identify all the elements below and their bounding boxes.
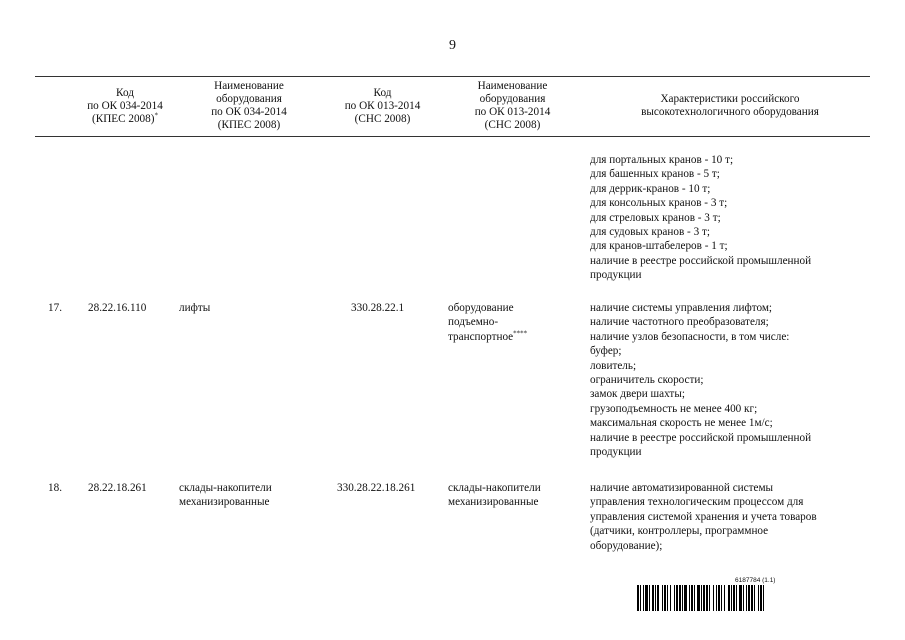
table-top-rule (35, 76, 870, 77)
row-17-number: 17. (48, 302, 62, 314)
row-17-sns-code: 330.28.22.1 (351, 302, 405, 314)
row-18-sns-name: склады-накопители механизированные (448, 482, 541, 509)
row-18-number: 18. (48, 482, 62, 494)
row-18-kpes-code: 28.22.18.261 (88, 482, 147, 494)
footnote-mark: **** (513, 329, 528, 338)
barcode (637, 585, 872, 611)
row-17-characteristics: наличие системы управления лифтом; наличие частотного преобразователя; наличие узлов безопасности, в том числе: буфер; ловитель; ограничитель скорости; замок двери шахты; грузоподъемность не менее 400 кг; максимальная скорость не менее 1м/с; наличие в реестре российской промышленной продукции (590, 302, 812, 459)
barcode-number: 6187784 (1.1) (735, 577, 776, 584)
row-17-kpes-name: лифты (179, 302, 211, 314)
header-sns-code: Код по ОК 013-2014 (СНС 2008) (344, 86, 421, 125)
footnote-mark: * (154, 110, 158, 119)
header-kpes-code: Код по ОК 034-2014 (КПЕС 2008)* (87, 86, 163, 125)
header-characteristics: Характеристики российского высокотехнологичного оборудования (641, 93, 819, 118)
row-18-sns-code: 330.28.22.18.261 (337, 482, 416, 494)
row-18-kpes-name: склады-накопители механизированные (179, 482, 272, 509)
header-kpes-name: Наименование оборудования по ОК 034-2014 (КПЕС 2008) (211, 80, 287, 131)
header-sns-name: Наименование оборудования по ОК 013-2014 (СНС 2008) (474, 80, 551, 131)
header-bottom-rule (35, 136, 870, 137)
page-number: 9 (449, 38, 456, 53)
continuation-characteristics: для портальных кранов - 10 т; для башенных кранов - 5 т; для деррик-кранов - 10 т; для консольных кранов - 3 т; для стреловых кранов - 3 т; для судовых кранов - 3 т; для кранов-штабелеров - 1 т; наличие в реестре российской промышленной продукции (590, 154, 812, 282)
row-18-characteristics: наличие автоматизированной системы управления технологическим процессом для управления системой хранения и учета товаров (датчики, контроллеры, программное оборудование); (590, 482, 817, 552)
row-17-sns-name: оборудование подъемно- транспортное**** (448, 302, 528, 343)
row-17-kpes-code: 28.22.16.110 (88, 302, 147, 314)
